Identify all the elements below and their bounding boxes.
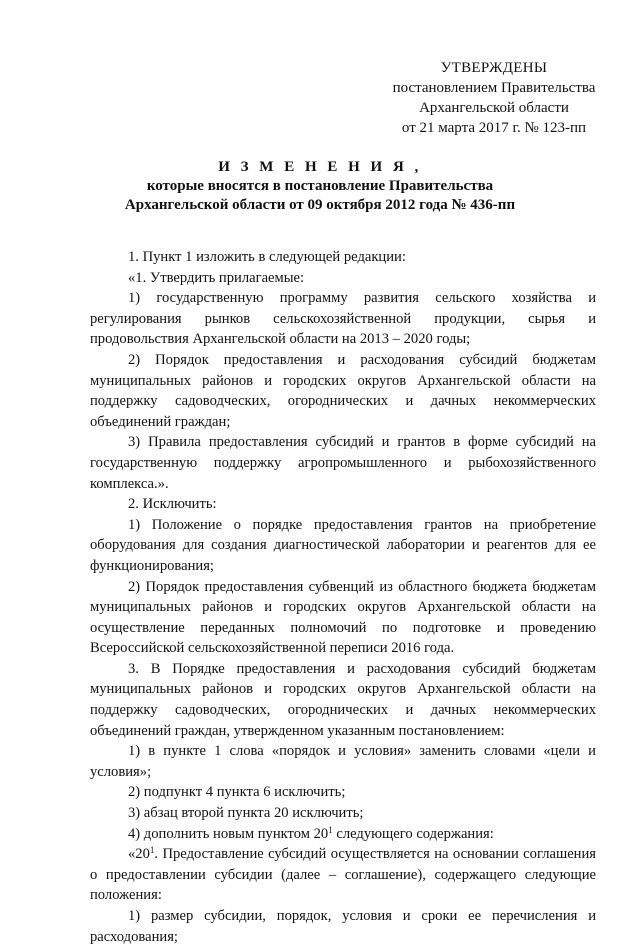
paragraph-9: 3. В Порядке предоставления и расходования субсидий бюджетам муниципальных районов и городских округов Архангельской области на поддержку садоводческих, огороднических и дачных некоммерческих объединений граждан, утвержденном указанным постановлением: (90, 660, 596, 739)
paragraph-3: 1) государственную программу развития сельского хозяйства и регулирования рынков сельскохозяйственной продукции, сырья и продовольствия Архангельской области на 2013 – 2020 годы; (90, 290, 596, 348)
document-title (110, 158, 530, 215)
title-line-2: Архангельской области от 09 октября 2012 года № 436-пп (124, 197, 516, 213)
approval-line-2: Архангельской области (419, 100, 569, 116)
paragraph-14-text: «20 (128, 846, 150, 863)
paragraph-8: 2) Порядок предоставления субвенций из областного бюджета бюджетам муниципальных районов и городских округов Архангельской области на осуществление переданных полномочий по подготовке и проведению Всероссийской сельскохозяйственной переписи 2016 года. (90, 578, 596, 657)
paragraph-10: 1) в пункте 1 слова «порядок и условия» заменить словами «цели и условия»; (90, 743, 596, 780)
approval-heading: УТВЕРЖДЕНЫ (440, 60, 548, 76)
title-line-1: которые вносятся в постановление Правительства (146, 178, 494, 194)
paragraph-12: 3) абзац второй пункта 20 исключить; (128, 805, 364, 822)
paragraph-14-text-end: . Предоставление субсидий осуществляется на основании соглашения о предоставлении субсидии (далее – соглашение), содержащего следующие положения: (90, 846, 596, 904)
paragraph-15: 1) размер субсидии, порядок, условия и сроки ее перечисления и расходования; (90, 908, 596, 945)
title-main: И З М Е Н Е Н И Я , (218, 159, 422, 175)
paragraph-11: 2) подпункт 4 пункта 6 исключить; (128, 784, 346, 801)
paragraph-2: «1. Утвердить прилагаемые: (128, 269, 305, 286)
paragraph-7: 1) Положение о порядке предоставления грантов на приобретение оборудования для создания диагностической лаборатории и реагентов для ее функционирования; (90, 516, 596, 574)
approval-stamp (380, 58, 608, 138)
paragraph-6: 2. Исключить: (128, 496, 217, 513)
paragraph-13-text-end: следующего содержания: (332, 825, 494, 842)
paragraph-13 (90, 824, 596, 845)
document-body (90, 247, 596, 947)
paragraph-5: 3) Правила предоставления субсидий и грантов в форме субсидий на государственную поддержку агропромышленного и рыбохозяйственного комплекса.». (90, 434, 596, 492)
paragraph-13-superscript: 1 (328, 824, 333, 835)
paragraph-1: 1. Пункт 1 изложить в следующей редакции: (128, 249, 406, 265)
paragraph-14 (90, 844, 596, 906)
approval-line-1: постановлением Правительства (392, 80, 596, 96)
paragraph-13-text: 4) дополнить новым пунктом 20 (128, 825, 329, 842)
paragraph-4: 2) Порядок предоставления и расходования субсидий бюджетам муниципальных районов и городских округов Архангельской области на поддержку садоводческих, огороднических и дачных некоммерческих объединений граждан; (90, 351, 596, 430)
approval-line-3: от 21 марта 2017 г. № 123-пп (401, 120, 587, 136)
paragraph-14-superscript: 1 (149, 845, 155, 856)
